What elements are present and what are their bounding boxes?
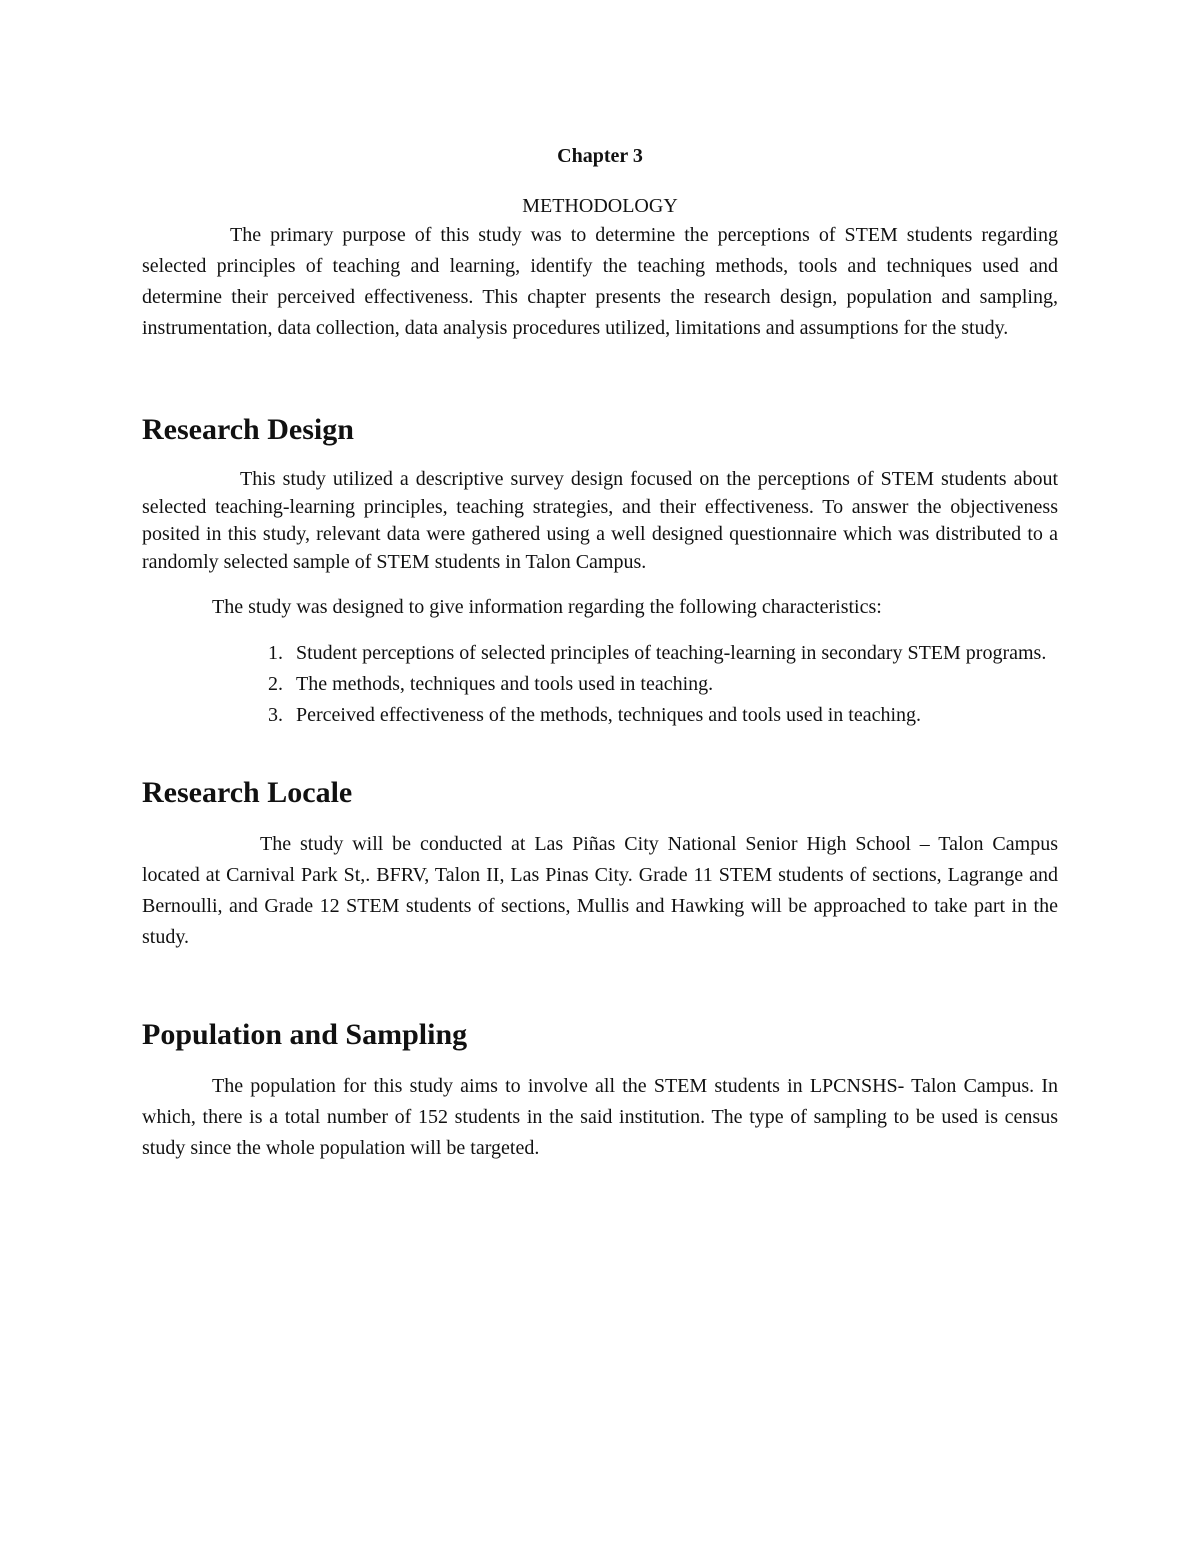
- list-item-number: 2.: [268, 673, 283, 695]
- list-item-text: The methods, techniques and tools used in teaching.: [296, 673, 714, 695]
- population-sampling-paragraph: The population for this study aims to involve all the STEM students in LPCNSHS- Talon Campus. In which, there is a total number of 152 students in the said institution. The type of sampling to be used is census study since the whole population will be targeted.: [142, 1075, 1058, 1159]
- list-item: [142, 638, 1058, 669]
- chapter-number: Chapter 3: [557, 145, 643, 167]
- list-item-number: 1.: [268, 642, 283, 664]
- research-design-heading: Research Design: [142, 413, 354, 446]
- chapter-title: METHODOLOGY: [522, 195, 678, 217]
- list-item-text: Student perceptions of selected principles of teaching-learning in secondary STEM programs.: [296, 642, 1047, 664]
- characteristics-list: [142, 638, 1058, 731]
- list-item: [142, 700, 1058, 731]
- research-design-paragraph: This study utilized a descriptive survey design focused on the perceptions of STEM students about selected teaching-learning principles, teaching strategies, and their effectiveness. To answer the objectiveness posited in this study, relevant data were gathered using a well designed questionnaire which was distributed to a randomly selected sample of STEM students in Talon Campus.: [142, 468, 1058, 573]
- research-locale-paragraph: The study will be conducted at Las Piñas City National Senior High School – Talon Campus located at Carnival Park St,. BFRV, Talon II, Las Pinas City. Grade 11 STEM students of sections, Lagrange and Bernoulli, and Grade 12 STEM students of sections, Mullis and Hawking will be approached to take part in the study.: [142, 833, 1058, 948]
- intro-paragraph: The primary purpose of this study was to determine the perceptions of STEM students regarding selected principles of teaching and learning, identify the teaching methods, tools and techniques used and determine their perceived effectiveness. This chapter presents the research design, population and sampling, instrumentation, data collection, data analysis procedures utilized, limitations and assumptions for the study.: [142, 224, 1058, 339]
- research-design-characteristics-intro: The study was designed to give information regarding the following characteristics:: [212, 596, 882, 618]
- research-locale-heading: Research Locale: [142, 776, 353, 809]
- list-item: [142, 669, 1058, 700]
- document-body: [142, 142, 1058, 1164]
- population-sampling-heading: Population and Sampling: [142, 1018, 468, 1051]
- list-item-text: Perceived effectiveness of the methods, techniques and tools used in teaching.: [296, 704, 921, 726]
- list-item-number: 3.: [268, 704, 283, 726]
